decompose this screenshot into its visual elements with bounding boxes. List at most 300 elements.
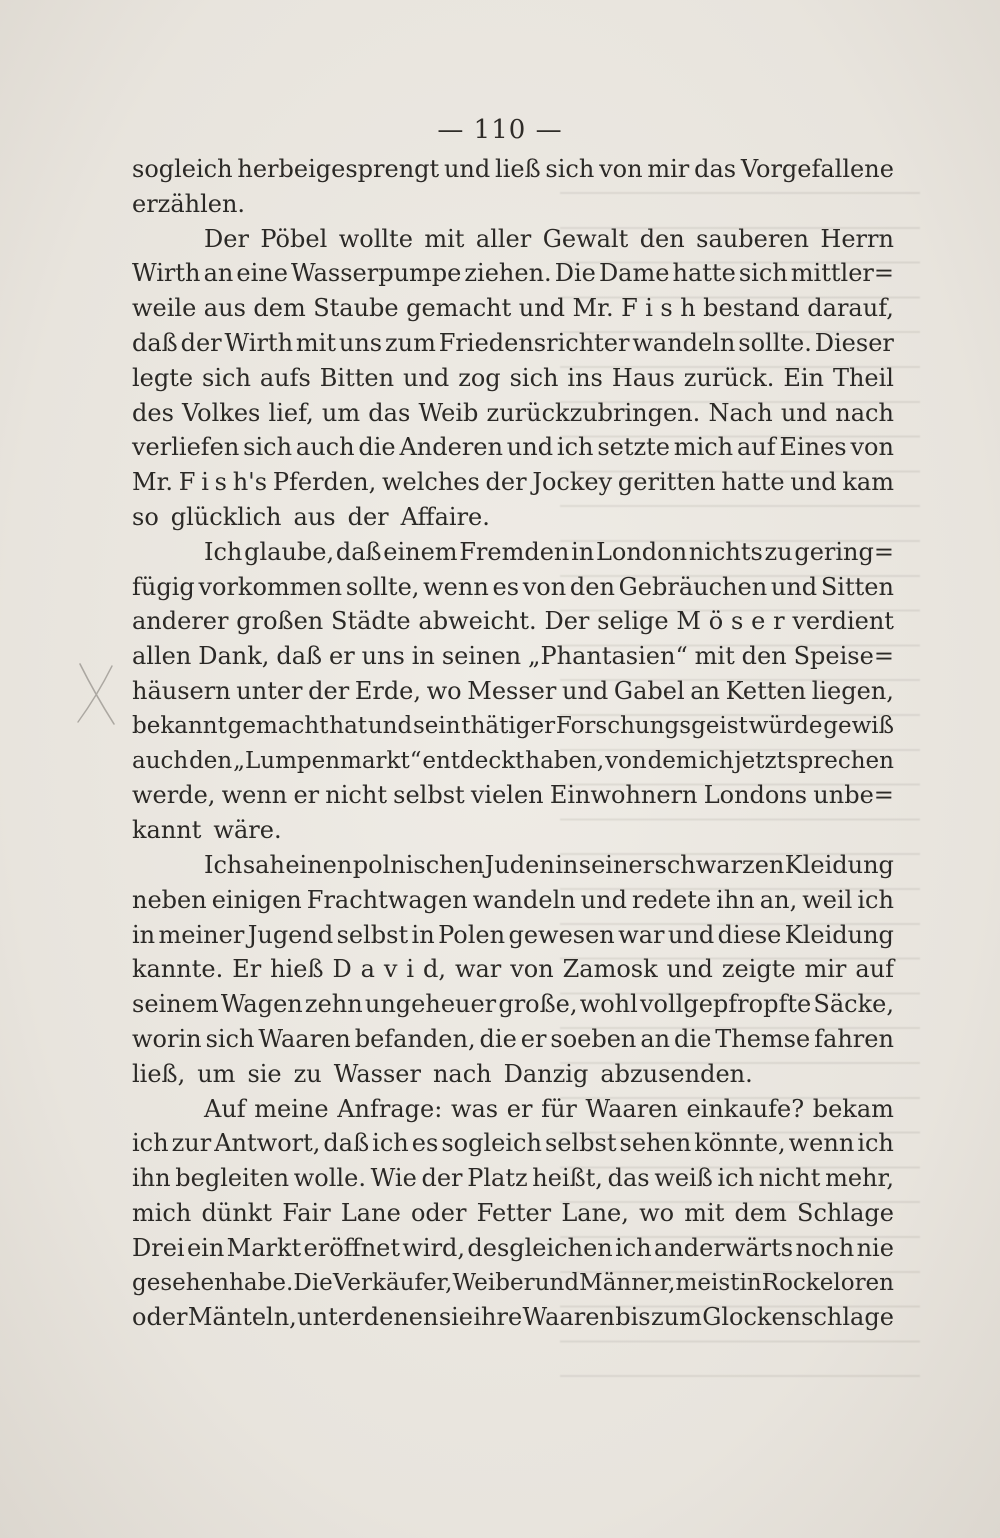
word: Juden	[484, 850, 555, 879]
word: Mr.	[132, 468, 174, 497]
text-line	[132, 1266, 894, 1301]
word: sprechen	[786, 747, 894, 774]
word: geritten	[617, 468, 716, 497]
text-line	[132, 500, 894, 535]
word: an	[203, 259, 234, 288]
word: d,	[423, 955, 446, 984]
word: für	[541, 1094, 577, 1123]
word: Waaren	[522, 1303, 615, 1332]
text-line	[132, 674, 894, 709]
word: vorkommen	[198, 572, 343, 601]
word: eröffnet	[303, 1233, 400, 1262]
word: seinem	[132, 990, 219, 1019]
word: die	[674, 1024, 712, 1053]
word: Polen	[438, 920, 506, 949]
word: und	[506, 433, 554, 462]
word: s	[660, 294, 673, 323]
word: Wirth	[132, 259, 201, 288]
word: weile	[132, 294, 197, 323]
word: die	[479, 1024, 517, 1053]
word: mir	[804, 955, 847, 984]
word: es	[492, 572, 520, 601]
text-line	[132, 187, 894, 222]
word: Vorgefallene	[740, 155, 894, 183]
word: selbst	[544, 1129, 617, 1158]
word: den	[639, 224, 685, 253]
word: bekannt	[132, 712, 227, 739]
word: F	[178, 468, 196, 497]
word: anderwärts	[654, 1233, 794, 1262]
word: nicht	[758, 1164, 821, 1193]
word: er	[328, 642, 355, 671]
word: Mänteln,	[187, 1303, 297, 1332]
word: zu	[764, 537, 793, 566]
text-line	[132, 1126, 894, 1161]
text-line	[132, 361, 894, 396]
word: so	[132, 502, 159, 531]
word: und	[580, 885, 628, 914]
word: weiß	[654, 1164, 713, 1193]
word: dem	[647, 747, 698, 774]
word: zog	[458, 363, 501, 392]
word: zurückzubringen.	[486, 398, 701, 427]
word: sich	[202, 363, 251, 392]
word: und	[780, 398, 828, 427]
word: meine	[254, 1094, 329, 1123]
word: haben,	[525, 747, 605, 774]
word: mich	[673, 433, 734, 462]
word: und	[666, 955, 713, 984]
word: und	[667, 920, 715, 949]
word: und	[443, 155, 491, 183]
word: sogleich	[132, 155, 233, 183]
word: den	[741, 642, 787, 671]
word: denen	[363, 1303, 439, 1332]
word: in	[739, 1269, 762, 1296]
word: Anfrage:	[337, 1094, 443, 1123]
word: Wie	[370, 1164, 417, 1193]
word: Affaire.	[400, 502, 490, 531]
word: desgleichen	[467, 1233, 613, 1262]
word: bis	[615, 1303, 651, 1332]
word: r	[773, 607, 785, 636]
word: s	[214, 468, 227, 497]
word: Platz	[467, 1164, 528, 1193]
word: kannte.	[132, 955, 224, 984]
word: einen	[285, 850, 353, 879]
word: „Phantasien“	[528, 642, 688, 671]
word: Antwort,	[214, 1129, 321, 1158]
word: in	[571, 537, 595, 566]
word: um	[197, 1059, 236, 1088]
word: Säcke,	[813, 990, 894, 1019]
word: M	[676, 607, 701, 636]
word: hat	[329, 712, 368, 739]
word: entdeckt	[422, 747, 525, 774]
word: wird,	[402, 1233, 466, 1262]
word: gewiß	[823, 712, 894, 739]
word: abzusenden.	[600, 1059, 753, 1088]
word: wo	[426, 676, 462, 705]
word: einigen	[211, 885, 302, 914]
word: h's	[232, 468, 268, 497]
text-line	[132, 1057, 894, 1092]
word: nicht	[325, 781, 387, 810]
word: Volkes	[182, 398, 261, 427]
body-text	[132, 152, 894, 1335]
word: Gewalt	[542, 224, 629, 253]
text-line	[132, 535, 894, 570]
word: Waaren	[258, 1024, 351, 1053]
word: Pferden,	[272, 468, 377, 497]
word: Die	[554, 259, 596, 288]
word: von	[850, 433, 894, 462]
word: zeigte	[721, 955, 796, 984]
word: werde,	[132, 781, 216, 810]
word: und	[367, 712, 413, 739]
word: soeben	[550, 1024, 637, 1053]
word: ihn	[716, 885, 755, 914]
word: Glockenschlage	[702, 1303, 894, 1332]
word: einkaufe?	[686, 1094, 805, 1123]
word: aus	[293, 502, 336, 531]
word: Bitten	[319, 363, 395, 392]
word: Er	[232, 955, 262, 984]
word: unbe=	[813, 781, 894, 810]
word: daß	[276, 642, 323, 671]
word: einem	[383, 537, 458, 566]
word: vollgepfropfte	[640, 990, 812, 1019]
text-line	[132, 848, 894, 883]
text-line	[132, 1022, 894, 1057]
word: an,	[759, 885, 798, 914]
text-line	[132, 744, 894, 779]
text-line	[132, 918, 894, 953]
word: hatte	[672, 259, 736, 288]
word: dünkt	[201, 1198, 272, 1227]
word: des	[132, 398, 174, 427]
word: bekam	[812, 1094, 894, 1123]
word: Messer	[467, 676, 557, 705]
word: selige	[597, 607, 669, 636]
word: zehn	[304, 990, 363, 1019]
word: gering=	[794, 537, 894, 566]
word: unter	[297, 1303, 364, 1332]
word: von	[510, 955, 554, 984]
word: dem	[253, 294, 306, 323]
word: wäre.	[213, 816, 282, 845]
word: Londons	[703, 781, 808, 810]
word: abweicht.	[418, 607, 537, 636]
text-line	[132, 1161, 894, 1196]
word: sehen	[619, 1129, 692, 1158]
word: Friedensrichter	[438, 328, 630, 357]
word: Dieser	[814, 328, 894, 357]
word: Zamosk	[562, 955, 658, 984]
word: mich	[132, 1198, 192, 1227]
word: der	[180, 328, 222, 357]
word: Städte	[331, 607, 411, 636]
word: Fremden	[459, 537, 570, 566]
word: häusern	[132, 676, 231, 705]
word: und	[534, 1269, 580, 1296]
word: i	[645, 294, 653, 323]
text-line	[132, 639, 894, 674]
word: thätiger	[461, 712, 556, 739]
text-line	[132, 1092, 894, 1127]
word: wolle.	[293, 1164, 366, 1193]
word: ich	[615, 1233, 652, 1262]
word: erzählen.	[132, 189, 246, 218]
word: begleiten	[175, 1164, 290, 1193]
word: mit	[424, 224, 465, 253]
word: fahren	[814, 1024, 894, 1053]
word: sein	[412, 712, 461, 739]
word: fügig	[132, 572, 195, 601]
text-line	[132, 222, 894, 257]
word: anderer	[132, 607, 229, 636]
word: auch	[295, 433, 355, 462]
word: mehr,	[825, 1164, 894, 1193]
word: Ein	[783, 363, 825, 392]
word: der	[308, 676, 350, 705]
text-line	[132, 604, 894, 639]
word: ihre	[473, 1303, 523, 1332]
word: Weiber	[452, 1269, 535, 1296]
word: i	[406, 955, 415, 984]
word: hatte	[721, 468, 785, 497]
word: liegen,	[811, 676, 894, 705]
word: nichts	[688, 537, 763, 566]
word: es	[411, 1129, 439, 1158]
word: von	[522, 572, 567, 601]
word: ich	[132, 1129, 169, 1158]
word: sauberen	[696, 224, 809, 253]
word: kam	[842, 468, 894, 497]
word: vielen	[470, 781, 544, 810]
word: F	[621, 294, 638, 323]
word: polnischen	[352, 850, 485, 879]
word: ich	[717, 1164, 755, 1193]
word: Ich	[204, 537, 243, 566]
word: sich	[205, 1024, 255, 1053]
word: und	[561, 676, 609, 705]
text-line	[132, 1300, 894, 1335]
text-line	[132, 778, 894, 813]
word: Nach	[708, 398, 773, 427]
word: Sitten	[820, 572, 894, 601]
word: sogleich	[441, 1129, 542, 1158]
word: auf	[736, 433, 776, 462]
word: war	[618, 920, 665, 949]
word: wo	[639, 1198, 675, 1227]
word: e	[751, 607, 766, 636]
margin-pencil-mark	[74, 660, 118, 728]
word: den	[189, 747, 233, 774]
word: sollte,	[345, 572, 420, 601]
word: wollte	[338, 224, 413, 253]
word: ich	[556, 433, 594, 462]
word: diese	[717, 920, 782, 949]
word: Danzig	[503, 1059, 589, 1088]
word: nie	[856, 1233, 894, 1262]
word: sich	[243, 433, 293, 462]
word: Anderen	[399, 433, 503, 462]
word: Pöbel	[260, 224, 328, 253]
word: nach	[432, 1059, 492, 1088]
word: aufs	[259, 363, 311, 392]
word: Fetter	[476, 1198, 552, 1227]
word: wandeln	[632, 328, 736, 357]
text-line	[132, 952, 894, 987]
word: kannt	[132, 816, 202, 845]
word: Gebräuchen	[618, 572, 768, 601]
word: Ketten	[725, 676, 807, 705]
word: daß	[132, 328, 178, 357]
word: daß	[335, 537, 382, 566]
word: Wagen	[220, 990, 303, 1019]
word: herbeigesprengt	[237, 155, 440, 183]
word: i	[201, 468, 209, 497]
word: aus	[203, 294, 246, 323]
word: der	[347, 502, 389, 531]
word: mit	[694, 642, 735, 671]
word: selbst	[336, 920, 409, 949]
word: Rockeloren	[761, 1269, 894, 1296]
word: wenn	[221, 781, 288, 810]
word: und	[518, 294, 566, 323]
word: Der	[544, 607, 590, 636]
text-line	[132, 1231, 894, 1266]
word: um	[321, 398, 361, 427]
word: a	[360, 955, 375, 984]
word: Männer,	[579, 1269, 676, 1296]
word: zu	[293, 1059, 322, 1088]
word: er	[293, 781, 320, 810]
word: Forschungsgeist	[555, 712, 748, 739]
word: meiner	[158, 920, 245, 949]
word: dem	[734, 1198, 787, 1227]
word: Gabel	[613, 676, 685, 705]
word: Einwohnern	[549, 781, 698, 810]
word: Erde,	[354, 676, 422, 705]
word: ich	[372, 1129, 409, 1158]
word: oder	[132, 1303, 188, 1332]
word: „Lumpenmarkt“	[233, 747, 422, 774]
word: Markt	[226, 1233, 302, 1262]
word: den	[569, 572, 615, 601]
word: und	[402, 363, 450, 392]
word: Kleidung	[784, 920, 894, 949]
word: wohl	[579, 990, 638, 1019]
word: Themse	[715, 1024, 811, 1053]
word: lief,	[268, 398, 314, 427]
word: von	[599, 155, 643, 183]
word: Auf	[204, 1094, 246, 1123]
word: Jockey	[532, 468, 613, 497]
word: der	[421, 1164, 463, 1193]
word: mit	[684, 1198, 725, 1227]
word: weil	[802, 885, 853, 914]
word: sich	[509, 363, 559, 392]
text-line	[132, 396, 894, 431]
text-line	[132, 813, 894, 848]
word: neben	[132, 885, 207, 914]
word: ungeheuer	[364, 990, 497, 1019]
word: sie	[438, 1303, 474, 1332]
text-line	[132, 883, 894, 918]
word: zurück.	[683, 363, 775, 392]
word: große,	[498, 990, 578, 1019]
word: hieß	[270, 955, 324, 984]
word: ziehen.	[464, 259, 552, 288]
word: ö	[708, 607, 724, 636]
word: jetzt	[734, 747, 786, 774]
word: darauf,	[807, 294, 894, 323]
word: das	[607, 1164, 650, 1193]
word: Wirth	[224, 328, 294, 357]
word: Dank,	[198, 642, 270, 671]
word: schwarzen	[654, 850, 785, 879]
word: befanden,	[354, 1024, 476, 1053]
word: auf	[855, 955, 894, 984]
word: Lane	[340, 1198, 401, 1227]
word: setzte	[597, 433, 670, 462]
text-line	[132, 987, 894, 1022]
word: das	[694, 155, 737, 183]
word: wandeln	[472, 885, 576, 914]
word: der	[485, 468, 527, 497]
word: wenn	[423, 572, 489, 601]
word: an	[690, 676, 721, 705]
word: er	[520, 1024, 547, 1053]
word: Eines	[779, 433, 847, 462]
word: legte	[132, 363, 194, 392]
text-line	[132, 709, 894, 744]
word: in	[411, 920, 435, 949]
word: großen	[236, 607, 324, 636]
word: sie	[247, 1059, 282, 1088]
word: Verkäufer,	[332, 1269, 453, 1296]
word: uns	[361, 642, 405, 671]
page-number: — 110 —	[437, 115, 563, 145]
text-line	[132, 465, 894, 500]
word: in	[555, 850, 579, 879]
word: ich	[857, 885, 894, 914]
word: meist	[675, 1269, 740, 1296]
text-line	[132, 430, 894, 465]
word: s	[730, 607, 744, 636]
word: ich	[698, 747, 734, 774]
word: Frachtwagen	[306, 885, 468, 914]
word: London	[595, 537, 688, 566]
word: würde	[748, 712, 823, 739]
word: aller	[475, 224, 532, 253]
word: Wasser	[333, 1059, 421, 1088]
word: sollte.	[738, 328, 812, 357]
word: an	[640, 1024, 671, 1053]
word: habe.	[229, 1269, 294, 1296]
word: Waaren	[585, 1094, 678, 1123]
word: ließ	[495, 155, 541, 183]
text-line	[132, 570, 894, 605]
text-line	[132, 291, 894, 326]
word: was	[450, 1094, 499, 1123]
word: Die	[293, 1269, 333, 1296]
word: könnte,	[694, 1129, 786, 1158]
word: sah	[242, 850, 285, 879]
word: D	[332, 955, 352, 984]
